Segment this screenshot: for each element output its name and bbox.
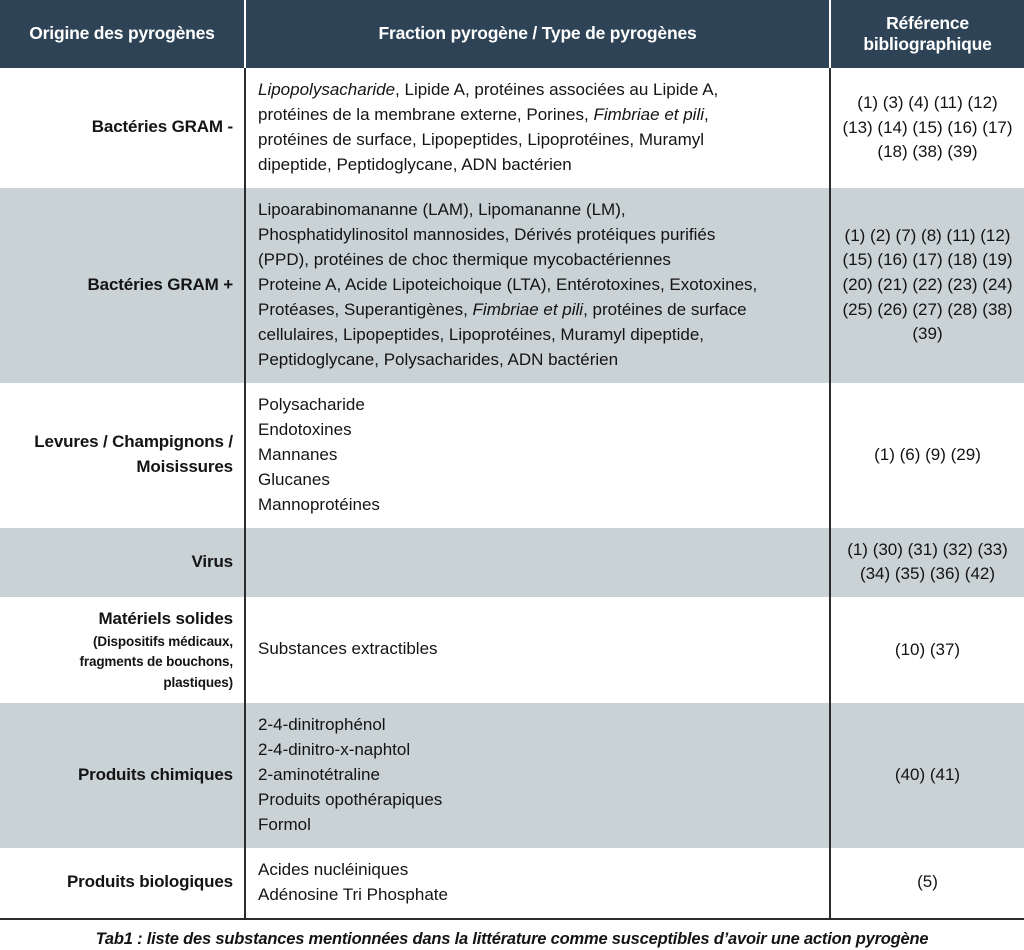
column-header-reference-line2: bibliographique: [863, 34, 992, 54]
fraction-line: Lipoarabinomananne (LAM), Lipomananne (LM),: [258, 199, 626, 219]
cell-fraction-gram-positive: [245, 188, 830, 383]
table-row: [0, 528, 1024, 597]
fraction-line: Protéases, Superantigènes, Fimbriae et pili, protéines de surface: [258, 299, 747, 319]
table-header: [0, 0, 1024, 68]
origin-sub-line: fragments de bouchons,: [79, 654, 233, 670]
fraction-line: Phosphatidylinositol mannosides, Dérivés protéiques purifiés: [258, 224, 716, 244]
reference-line: (34) (35) (36) (42): [859, 564, 996, 584]
reference-line: (18) (38) (39): [877, 142, 978, 162]
cell-reference-virus: [830, 528, 1024, 597]
fraction-line: Mannoprotéines: [258, 494, 380, 514]
table-caption: Tab1 : liste des substances mentionnées dans la littérature comme susceptibles d’avoir une action pyrogène: [95, 929, 929, 948]
cell-reference-gram-positive: [830, 188, 1024, 383]
cell-fraction-virus: [245, 528, 830, 597]
cell-fraction-solid-materials: [245, 597, 830, 703]
cell-origin-biological-products: Produits biologiques: [0, 848, 245, 919]
fraction-line: 2-4-dinitro-x-naphtol: [258, 739, 411, 759]
reference-line: (1) (3) (4) (11) (12): [857, 93, 998, 112]
cell-origin-yeast-fungi: [0, 383, 245, 528]
cell-fraction-yeast-fungi: [245, 383, 830, 528]
table-row: [0, 68, 1024, 188]
reference-line: (13) (14) (15) (16) (17): [842, 117, 1013, 137]
cell-reference-solid-materials: (10) (37): [830, 597, 1024, 703]
fraction-line: Lipopolysacharide, Lipide A, protéines associées au Lipide A,: [258, 80, 719, 99]
table-row: [0, 848, 1024, 919]
reference-line: (1) (2) (7) (8) (11) (12): [844, 225, 1011, 245]
fraction-line: cellulaires, Lipopeptides, Lipoprotéines, Muramyl dipeptide,: [258, 324, 705, 344]
cell-origin-solid-materials: [0, 597, 245, 703]
italic-term: Fimbriae et pili: [472, 299, 584, 319]
cell-reference-gram-negative: [830, 68, 1024, 188]
fraction-line: Proteine A, Acide Lipoteichoique (LTA), Entérotoxines, Exotoxines,: [258, 274, 758, 294]
table-header-row: [0, 0, 1024, 68]
fraction-line: dipeptide, Peptidoglycane, ADN bactérien: [258, 154, 572, 174]
cell-fraction-biological-products: [245, 848, 830, 919]
italic-term: Fimbriae et pili: [593, 104, 705, 124]
cell-origin-gram-positive: Bactéries GRAM +: [0, 188, 245, 383]
cell-origin-gram-negative: Bactéries GRAM -: [0, 68, 245, 188]
table-body: [0, 68, 1024, 919]
origin-main-label: Matériels solides: [98, 609, 233, 629]
table-row: [0, 188, 1024, 383]
cell-fraction-gram-negative: [245, 68, 830, 188]
fraction-line: (PPD), protéines de choc thermique mycobactériennes: [258, 249, 671, 269]
fraction-line: Produits opothérapiques: [258, 789, 443, 809]
fraction-line: Adénosine Tri Phosphate: [258, 884, 448, 904]
reference-line: (25) (26) (27) (28) (38): [842, 299, 1013, 319]
fraction-line: Glucanes: [258, 469, 330, 489]
reference-line: (1) (30) (31) (32) (33): [847, 539, 1008, 559]
cell-origin-virus: Virus: [0, 528, 245, 597]
table-row: [0, 597, 1024, 703]
reference-line: (15) (16) (17) (18) (19): [842, 250, 1013, 270]
fraction-line: 2-4-dinitrophénol: [258, 714, 386, 734]
cell-fraction-chemical-products: [245, 703, 830, 848]
origin-line: Moisissures: [136, 457, 233, 477]
fraction-line: Substances extractibles: [258, 639, 438, 659]
column-header-origine: Origine des pyrogènes: [0, 0, 245, 68]
cell-reference-yeast-fungi: (1) (6) (9) (29): [830, 383, 1024, 528]
table-row: [0, 383, 1024, 528]
reference-line: (20) (21) (22) (23) (24): [842, 275, 1013, 295]
cell-reference-biological-products: (5): [830, 848, 1024, 919]
fraction-line: Acides nucléiniques: [258, 859, 409, 879]
table-row: [0, 703, 1024, 848]
fraction-line: Endotoxines: [258, 419, 352, 439]
fraction-line: 2-aminotétraline: [258, 764, 380, 784]
italic-term: Lipopolysacharide: [258, 80, 396, 99]
origin-sub-line: plastiques): [163, 674, 233, 690]
reference-line: (39): [912, 324, 943, 344]
column-header-reference-line1: Référence: [886, 12, 969, 33]
fraction-line: Peptidoglycane, Polysacharides, ADN bactérien: [258, 349, 619, 369]
origin-line: Levures / Champignons /: [34, 432, 233, 452]
fraction-line: Mannanes: [258, 444, 338, 464]
cell-origin-chemical-products: Produits chimiques: [0, 703, 245, 848]
fraction-line: protéines de surface, Lipopeptides, Lipoprotéines, Muramyl: [258, 129, 705, 149]
column-header-reference: [830, 0, 1024, 68]
column-header-fraction: Fraction pyrogène / Type de pyrogènes: [245, 0, 830, 68]
fraction-line: Formol: [258, 814, 311, 834]
fraction-line: Polysacharide: [258, 394, 365, 414]
cell-reference-chemical-products: (40) (41): [830, 703, 1024, 848]
origin-sub-line: (Dispositifs médicaux,: [93, 634, 233, 650]
fraction-line: protéines de la membrane externe, Porines, Fimbriae et pili,: [258, 104, 709, 124]
